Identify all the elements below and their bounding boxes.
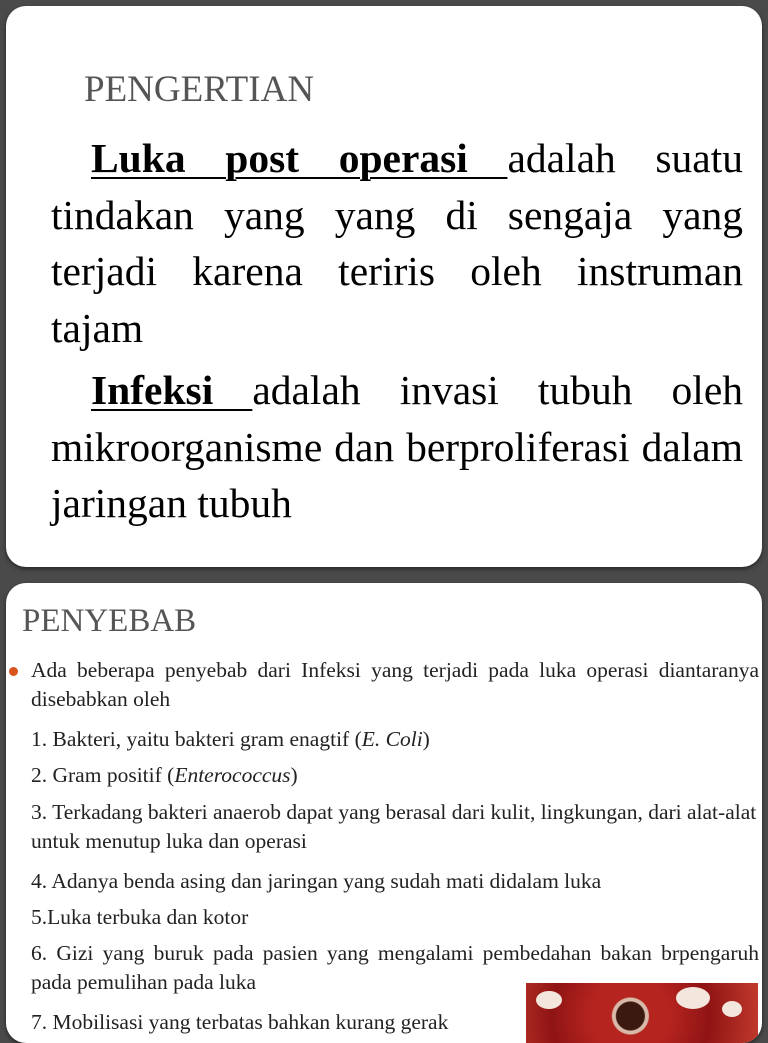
list-item: 6. Gizi yang buruk pada pasien yang mengalami pembedahan bakan brpengaruh pada pemulihan pada luka [31, 941, 759, 994]
list-item-italic: E. Coli [361, 727, 423, 751]
slide-title-pengertian: PENGERTIAN [84, 69, 315, 110]
definition-infeksi [51, 362, 743, 532]
slide-pengertian [6, 6, 762, 567]
list-item-text: 2. Gram positif ( [31, 763, 175, 787]
slide-title-penyebab: PENYEBAB [22, 603, 197, 639]
list-item [31, 761, 759, 790]
list-item-text: ) [290, 763, 298, 787]
list-item [31, 725, 759, 754]
list-item-italic: Enterococcus [174, 763, 291, 787]
definition-text-infeksi: adalah invasi tubuh oleh mikroorganisme dan berproliferasi dalam jaringan tubuh [51, 367, 743, 526]
list-item: 3. Terkadang bakteri anaerob dapat yang berasal dari kulit, lingkungan, dari alat-alat untuk menutup luka dan operasi [31, 800, 757, 853]
definition-text-luka: adalah suatu tindakan yang yang di sengaja yang terjadi karena teriris oleh instruman tajam [51, 135, 743, 351]
list-item-text: ) [422, 727, 430, 751]
bullet-dot-icon [9, 667, 18, 676]
list-item-text: 1. Bakteri, yaitu bakteri gram enagtif ( [31, 727, 362, 751]
list-item: 5.Luka terbuka dan kotor [31, 905, 249, 929]
term-infeksi: Infeksi [91, 367, 253, 413]
intro-text: Ada beberapa penyebab dari Infeksi yang terjadi pada luka operasi diantaranya disebabkan oleh [31, 658, 759, 711]
list-item: 7. Mobilisasi yang terbatas bahkan kurang gerak [31, 1010, 449, 1034]
list-item: 4. Adanya benda asing dan jaringan yang sudah mati didalam luka [31, 869, 602, 893]
infection-photo [526, 983, 758, 1043]
slide-penyebab [6, 583, 762, 1043]
term-luka-post-operasi: Luka post operasi [91, 135, 508, 181]
definition-luka-post-operasi [51, 130, 743, 356]
